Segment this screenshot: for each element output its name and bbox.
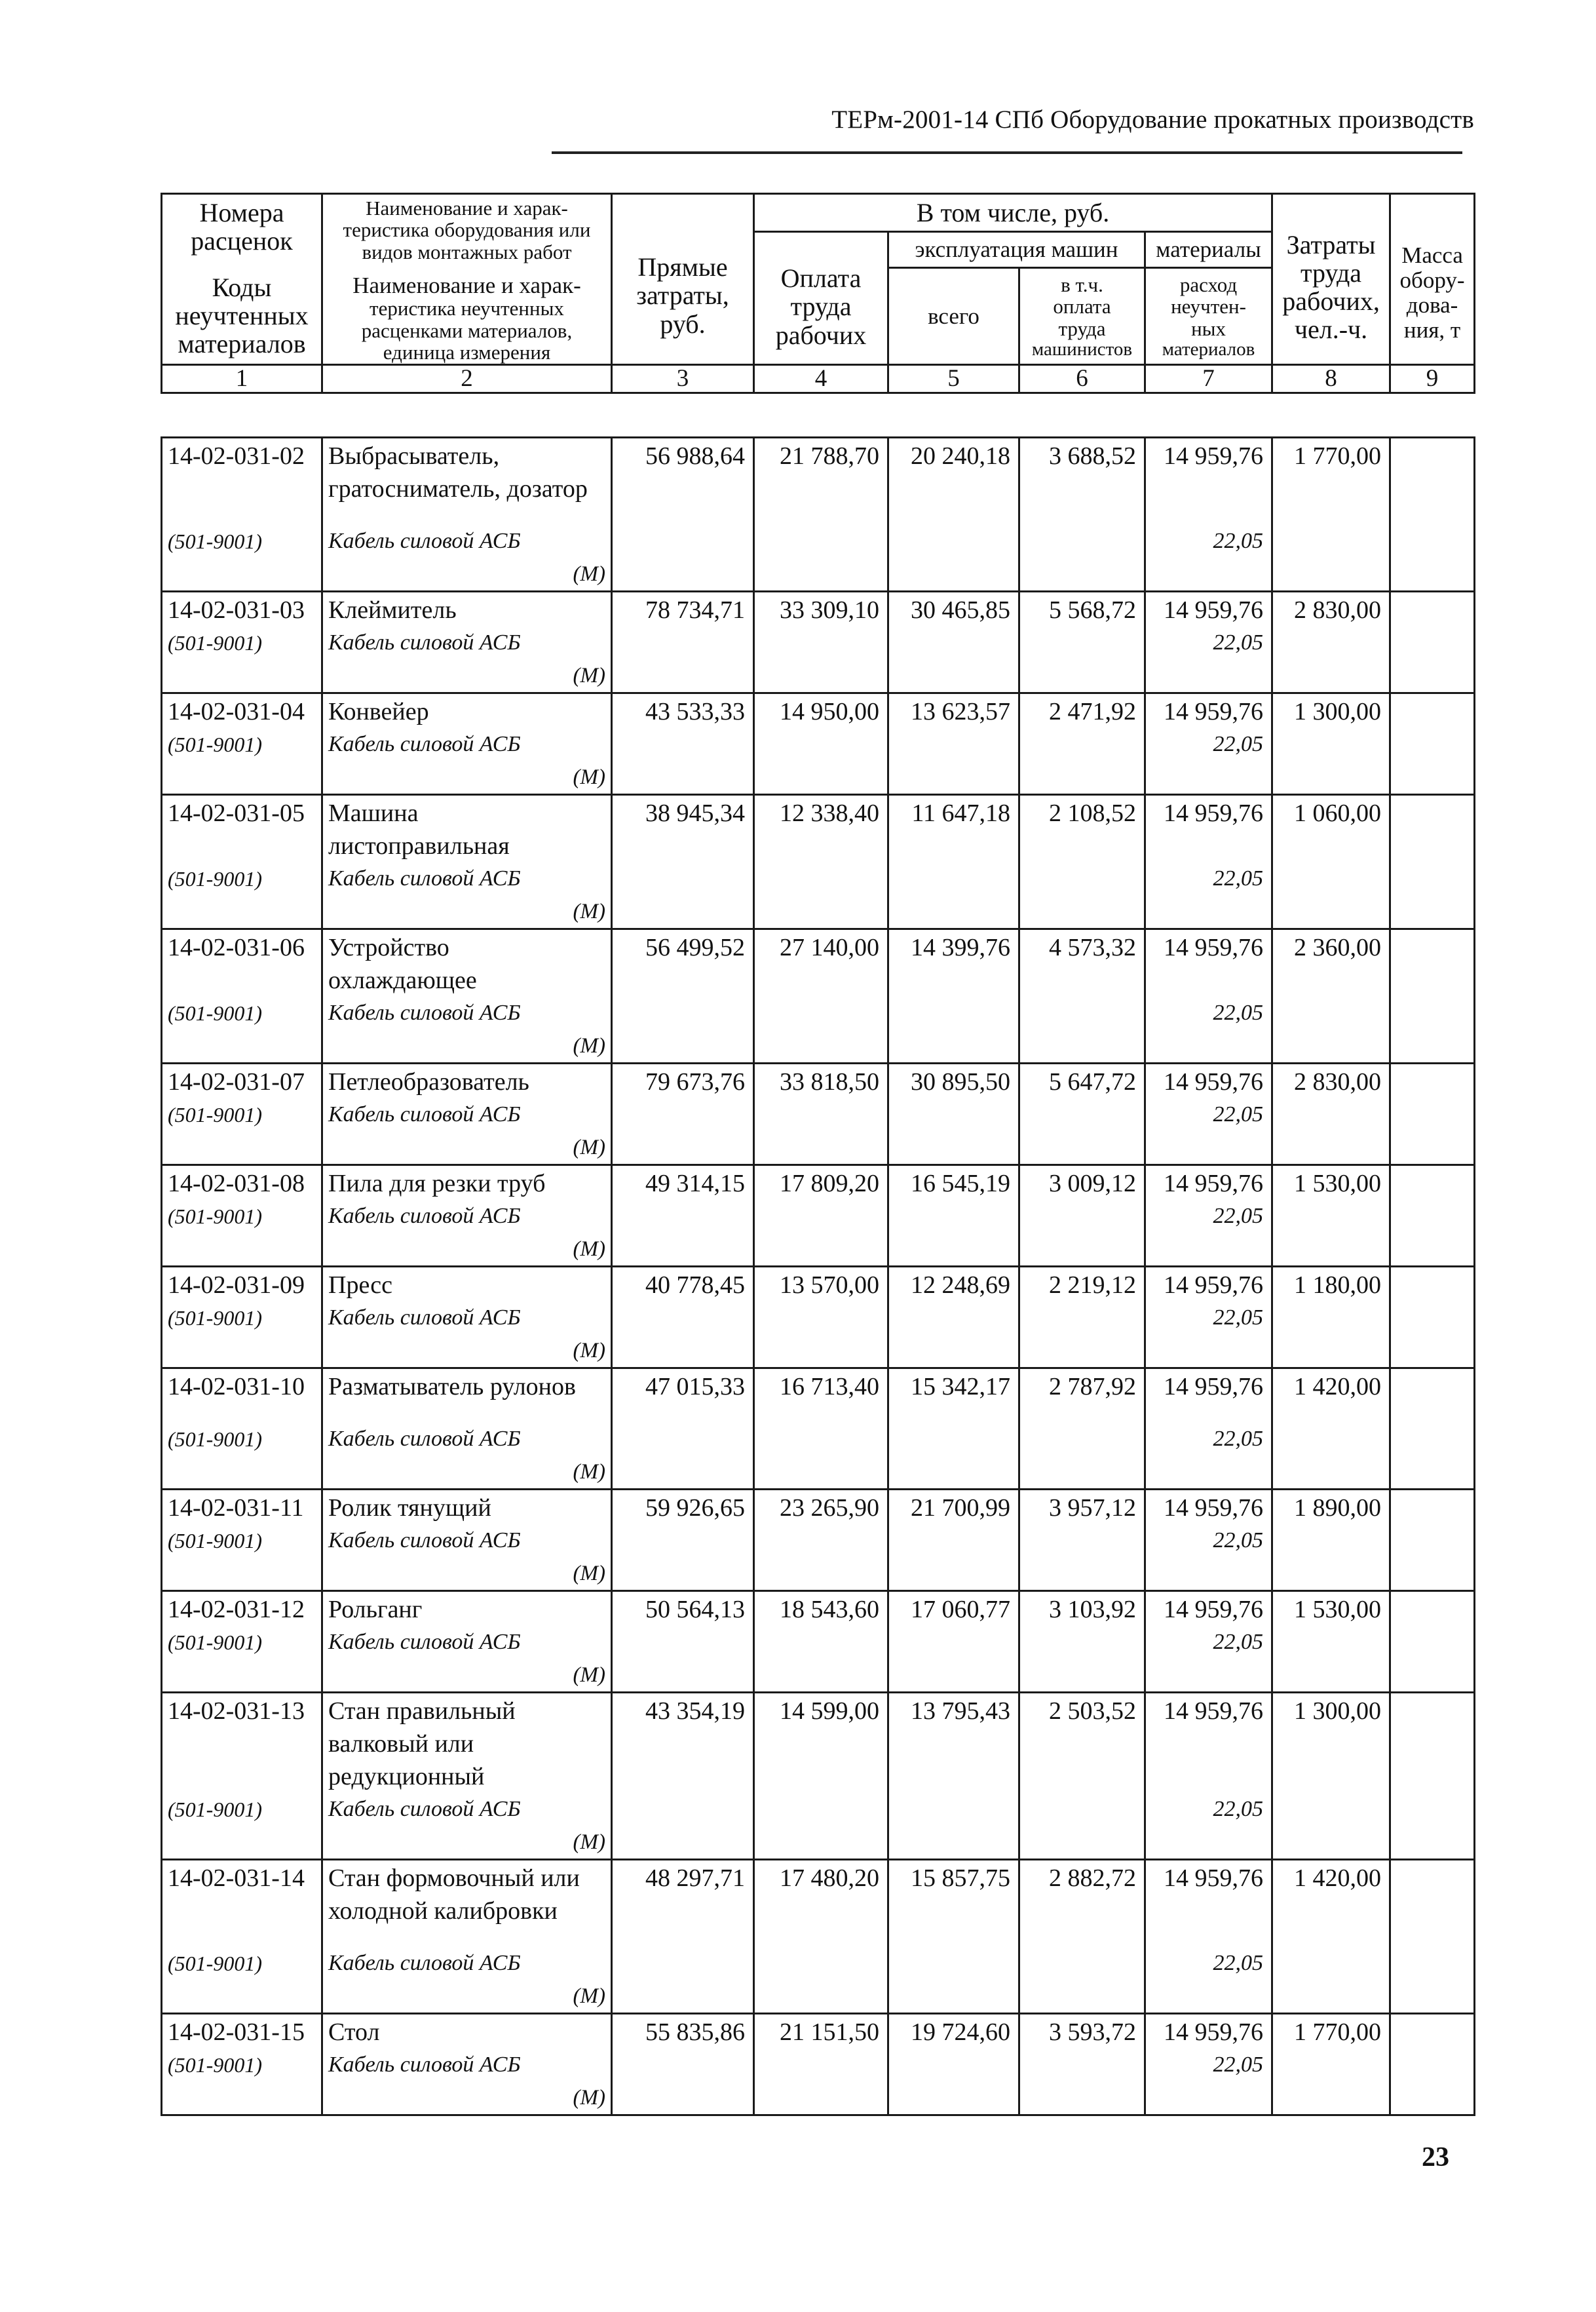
row-code: 14-02-031-06 [168, 934, 305, 961]
row-name-line: Ролик тянущий [328, 1494, 491, 1522]
table-row [162, 1064, 1475, 1165]
row-material-code: (501-9001) [168, 631, 262, 655]
row-code-cell [162, 1490, 322, 1591]
row-code: 14-02-031-12 [168, 1596, 305, 1623]
row-material-unit: (М) [573, 1663, 605, 1687]
table-row [162, 438, 1475, 592]
row-name-cell [322, 795, 612, 929]
table-row [162, 1267, 1475, 1368]
row-labor-cost: 21 788,70 [754, 438, 888, 592]
row-code: 14-02-031-02 [168, 442, 305, 470]
row-material-unit: (М) [573, 900, 605, 923]
row-direct-cost: 47 015,33 [612, 1368, 754, 1490]
row-material-code: (501-9001) [168, 1630, 262, 1654]
row-materials-cell [1145, 1368, 1272, 1490]
row-code: 14-02-031-13 [168, 1697, 305, 1725]
row-material-code: (501-9001) [168, 1529, 262, 1552]
row-name-line: холодной калибровки [328, 1897, 558, 1925]
row-materials-cost: 14 959,76 [1164, 800, 1263, 827]
row-code-cell [162, 438, 322, 592]
row-labor-cost: 33 309,10 [754, 592, 888, 693]
row-material-unit: (М) [573, 765, 605, 789]
row-labor-hours: 1 060,00 [1272, 795, 1390, 929]
row-materials-cell [1145, 592, 1272, 693]
row-labor-cost: 18 543,60 [754, 1591, 888, 1693]
row-material-qty: 22,05 [1213, 1102, 1263, 1127]
row-material-code: (501-9001) [168, 1427, 262, 1451]
row-mass [1390, 795, 1475, 929]
row-name-cell [322, 1490, 612, 1591]
row-material-code: (501-9001) [168, 1952, 262, 1975]
table-row [162, 1693, 1475, 1860]
row-name-line: Стол [328, 2018, 380, 2046]
row-direct-cost: 38 945,34 [612, 795, 754, 929]
row-direct-cost: 59 926,65 [612, 1490, 754, 1591]
row-mass [1390, 1591, 1475, 1693]
row-materials-cost: 14 959,76 [1164, 1864, 1263, 1892]
table-row [162, 1490, 1475, 1591]
col-header-labor: Оплата труда рабочих [754, 232, 888, 365]
row-direct-cost: 43 533,33 [612, 693, 754, 795]
row-labor-hours: 1 180,00 [1272, 1267, 1390, 1368]
row-labor-cost: 12 338,40 [754, 795, 888, 929]
row-labor-cost: 21 151,50 [754, 2014, 888, 2115]
row-machines-cost: 15 342,17 [888, 1368, 1019, 1490]
row-operators-cost: 2 219,12 [1019, 1267, 1145, 1368]
row-materials-cost: 14 959,76 [1164, 2018, 1263, 2046]
row-material-unit: (М) [573, 2086, 605, 2110]
row-name-cell [322, 1267, 612, 1368]
row-labor-hours: 1 530,00 [1272, 1591, 1390, 1693]
row-material-name: Кабель силовой АСБ [328, 1630, 521, 1654]
row-mass [1390, 438, 1475, 592]
row-material-unit: (М) [573, 562, 605, 586]
row-mass [1390, 1860, 1475, 2014]
row-material-qty: 22,05 [1213, 630, 1263, 655]
page-number: 23 [1422, 2142, 1449, 2172]
row-labor-cost: 13 570,00 [754, 1267, 888, 1368]
row-code-cell [162, 1860, 322, 2014]
row-material-code: (501-9001) [168, 1204, 262, 1228]
row-mass [1390, 592, 1475, 693]
row-direct-cost: 79 673,76 [612, 1064, 754, 1165]
row-machines-cost: 19 724,60 [888, 2014, 1019, 2115]
row-name-cell [322, 1591, 612, 1693]
row-material-code: (501-9001) [168, 530, 262, 553]
row-code-cell [162, 693, 322, 795]
row-machines-cost: 13 795,43 [888, 1693, 1019, 1860]
row-materials-cell [1145, 1064, 1272, 1165]
row-name-line: Стан формовочный или [328, 1864, 580, 1892]
row-operators-cost: 3 593,72 [1019, 2014, 1145, 2115]
row-name-cell [322, 1165, 612, 1267]
row-direct-cost: 40 778,45 [612, 1267, 754, 1368]
col-header-materials: расход неучтен- ных материалов [1145, 268, 1272, 365]
row-name-line: Петлеобразователь [328, 1068, 529, 1096]
row-mass [1390, 929, 1475, 1064]
row-materials-cell [1145, 438, 1272, 592]
header-rule [552, 151, 1462, 154]
row-materials-cost: 14 959,76 [1164, 1494, 1263, 1522]
row-materials-cost: 14 959,76 [1164, 1697, 1263, 1725]
row-code: 14-02-031-04 [168, 698, 305, 725]
row-material-name: Кабель силовой АСБ [328, 1797, 521, 1821]
row-operators-cost: 3 957,12 [1019, 1490, 1145, 1591]
row-labor-hours: 1 420,00 [1272, 1860, 1390, 2014]
row-name-line: Клеймитель [328, 596, 457, 624]
row-machines-cost: 20 240,18 [888, 438, 1019, 592]
row-name-line: Пила для резки труб [328, 1170, 546, 1197]
col-number: 5 [888, 365, 1019, 393]
row-mass [1390, 1490, 1475, 1591]
row-material-qty: 22,05 [1213, 1427, 1263, 1451]
row-material-unit: (М) [573, 1034, 605, 1058]
row-code-cell [162, 1591, 322, 1693]
row-code: 14-02-031-15 [168, 2018, 305, 2046]
row-material-qty: 22,05 [1213, 1528, 1263, 1552]
row-material-qty: 22,05 [1213, 1797, 1263, 1821]
row-material-name: Кабель силовой АСБ [328, 866, 521, 891]
row-material-name: Кабель силовой АСБ [328, 1001, 521, 1025]
row-code-cell [162, 1693, 322, 1860]
row-mass [1390, 1693, 1475, 1860]
row-materials-cell [1145, 795, 1272, 929]
row-material-code: (501-9001) [168, 867, 262, 891]
row-operators-cost: 5 647,72 [1019, 1064, 1145, 1165]
row-operators-cost: 2 471,92 [1019, 693, 1145, 795]
row-mass [1390, 693, 1475, 795]
row-machines-cost: 30 465,85 [888, 592, 1019, 693]
row-material-unit: (М) [573, 1984, 605, 2008]
table-row [162, 1591, 1475, 1693]
col-header-group: В том числе, руб. [754, 194, 1272, 232]
row-code-cell [162, 1368, 322, 1490]
row-material-qty: 22,05 [1213, 1951, 1263, 1975]
table-row [162, 1860, 1475, 2014]
row-machines-cost: 17 060,77 [888, 1591, 1019, 1693]
row-labor-hours: 2 360,00 [1272, 929, 1390, 1064]
row-material-unit: (М) [573, 1460, 605, 1484]
row-labor-cost: 17 809,20 [754, 1165, 888, 1267]
col-number: 4 [754, 365, 888, 393]
row-materials-cost: 14 959,76 [1164, 596, 1263, 624]
row-code-cell [162, 592, 322, 693]
row-material-qty: 22,05 [1213, 2052, 1263, 2077]
row-name-cell [322, 929, 612, 1064]
row-material-name: Кабель силовой АСБ [328, 529, 521, 553]
row-materials-cell [1145, 929, 1272, 1064]
row-labor-hours: 1 420,00 [1272, 1368, 1390, 1490]
col-number: 7 [1145, 365, 1272, 393]
row-mass [1390, 1064, 1475, 1165]
row-labor-hours: 1 530,00 [1272, 1165, 1390, 1267]
row-materials-cost: 14 959,76 [1164, 1170, 1263, 1197]
row-code: 14-02-031-14 [168, 1864, 305, 1892]
row-name-line: Рольганг [328, 1596, 423, 1623]
row-code-cell [162, 795, 322, 929]
row-material-code: (501-9001) [168, 1798, 262, 1821]
row-materials-cell [1145, 2014, 1272, 2115]
row-machines-cost: 11 647,18 [888, 795, 1019, 929]
table-row [162, 592, 1475, 693]
row-labor-cost: 14 599,00 [754, 1693, 888, 1860]
table-row [162, 795, 1475, 929]
row-code-cell [162, 1064, 322, 1165]
row-material-code: (501-9001) [168, 1103, 262, 1127]
row-material-code: (501-9001) [168, 1001, 262, 1025]
row-code: 14-02-031-08 [168, 1170, 305, 1197]
row-direct-cost: 56 988,64 [612, 438, 754, 592]
row-name-cell [322, 438, 612, 592]
row-name-cell [322, 2014, 612, 2115]
row-code-cell [162, 929, 322, 1064]
row-materials-cost: 14 959,76 [1164, 1596, 1263, 1623]
row-operators-cost: 2 503,52 [1019, 1693, 1145, 1860]
col-header-materials-group: материалы [1145, 232, 1272, 268]
row-material-name: Кабель силовой АСБ [328, 1204, 521, 1228]
row-labor-hours: 1 300,00 [1272, 693, 1390, 795]
col-header-direct: Прямые затраты, руб. [612, 194, 754, 365]
row-name-line: охлаждающее [328, 967, 477, 994]
row-direct-cost: 43 354,19 [612, 1693, 754, 1860]
row-code: 14-02-031-11 [168, 1494, 304, 1522]
row-material-unit: (М) [573, 1830, 605, 1854]
row-labor-hours: 1 890,00 [1272, 1490, 1390, 1591]
row-name-line: Выбрасыватель, [328, 442, 500, 470]
row-material-qty: 22,05 [1213, 1305, 1263, 1330]
row-labor-cost: 17 480,20 [754, 1860, 888, 2014]
col-number: 2 [322, 365, 612, 393]
row-materials-cell [1145, 1165, 1272, 1267]
row-machines-cost: 21 700,99 [888, 1490, 1019, 1591]
row-mass [1390, 1165, 1475, 1267]
table-row [162, 2014, 1475, 2115]
col-number: 8 [1272, 365, 1390, 393]
running-header: ТЕРм-2001-14 СПб Оборудование прокатных производств [831, 106, 1474, 134]
row-machines-cost: 14 399,76 [888, 929, 1019, 1064]
row-labor-cost: 16 713,40 [754, 1368, 888, 1490]
row-material-unit: (М) [573, 1339, 605, 1362]
row-name-line: гратосниматель, дозатор [328, 475, 588, 503]
row-direct-cost: 78 734,71 [612, 592, 754, 693]
row-materials-cost: 14 959,76 [1164, 1068, 1263, 1096]
row-name-cell [322, 1064, 612, 1165]
row-material-name: Кабель силовой АСБ [328, 1528, 521, 1552]
col-header-machines-group: эксплуатация машин [888, 232, 1145, 268]
row-labor-hours: 2 830,00 [1272, 1064, 1390, 1165]
row-code: 14-02-031-07 [168, 1068, 305, 1096]
row-name-cell [322, 1693, 612, 1860]
row-material-qty: 22,05 [1213, 1204, 1263, 1228]
row-material-qty: 22,05 [1213, 866, 1263, 891]
row-material-qty: 22,05 [1213, 1630, 1263, 1654]
row-direct-cost: 49 314,15 [612, 1165, 754, 1267]
row-operators-cost: 3 009,12 [1019, 1165, 1145, 1267]
row-name-line: Стан правильный [328, 1697, 516, 1725]
row-materials-cell [1145, 1490, 1272, 1591]
table-row [162, 929, 1475, 1064]
row-machines-cost: 13 623,57 [888, 693, 1019, 795]
row-material-unit: (М) [573, 664, 605, 687]
row-operators-cost: 2 787,92 [1019, 1368, 1145, 1490]
row-labor-cost: 14 950,00 [754, 693, 888, 795]
row-material-unit: (М) [573, 1136, 605, 1159]
row-name-line: Разматыватель рулонов [328, 1373, 576, 1400]
row-name-line: листоправильная [328, 832, 510, 860]
row-machines-cost: 12 248,69 [888, 1267, 1019, 1368]
row-material-code: (501-9001) [168, 1306, 262, 1330]
col-header-name-top: Наименование и харак- теристика оборудования или видов монтажных работ [322, 194, 612, 273]
row-name-cell [322, 1860, 612, 2014]
row-mass [1390, 1368, 1475, 1490]
row-material-name: Кабель силовой АСБ [328, 2052, 521, 2077]
rates-table [161, 436, 1475, 2116]
col-header-name-bottom: Наименование и харак- теристика неучтенных расценками материалов, единица измерения [322, 273, 612, 365]
row-labor-cost: 23 265,90 [754, 1490, 888, 1591]
row-name-line: Машина [328, 800, 419, 827]
row-direct-cost: 55 835,86 [612, 2014, 754, 2115]
col-number: 9 [1390, 365, 1475, 393]
col-header-codes-bottom: Коды неучтенных материалов [162, 273, 322, 365]
row-machines-cost: 30 895,50 [888, 1064, 1019, 1165]
row-operators-cost: 4 573,32 [1019, 929, 1145, 1064]
row-material-qty: 22,05 [1213, 732, 1263, 756]
row-name-cell [322, 592, 612, 693]
row-material-code: (501-9001) [168, 733, 262, 756]
col-header-operators: в т.ч. оплата труда машинистов [1019, 268, 1145, 365]
row-code: 14-02-031-03 [168, 596, 305, 624]
row-materials-cell [1145, 1267, 1272, 1368]
row-name-line: редукционный [328, 1763, 485, 1790]
row-name-line: Конвейер [328, 698, 429, 725]
row-code: 14-02-031-09 [168, 1271, 305, 1299]
row-materials-cost: 14 959,76 [1164, 1373, 1263, 1400]
row-name-line: валковый или [328, 1730, 474, 1758]
col-header-machines-total: всего [888, 268, 1019, 365]
row-material-name: Кабель силовой АСБ [328, 1102, 521, 1127]
row-operators-cost: 3 103,92 [1019, 1591, 1145, 1693]
row-materials-cell [1145, 1693, 1272, 1860]
row-material-qty: 22,05 [1213, 529, 1263, 553]
table-row [162, 1368, 1475, 1490]
row-materials-cell [1145, 1860, 1272, 2014]
row-material-unit: (М) [573, 1237, 605, 1261]
column-header-table [161, 193, 1475, 394]
row-materials-cost: 14 959,76 [1164, 1271, 1263, 1299]
row-labor-cost: 27 140,00 [754, 929, 888, 1064]
row-code-cell [162, 1267, 322, 1368]
col-number: 6 [1019, 365, 1145, 393]
row-name-line: Устройство [328, 934, 449, 961]
row-material-name: Кабель силовой АСБ [328, 630, 521, 655]
row-operators-cost: 2 108,52 [1019, 795, 1145, 929]
row-name-line: Пресс [328, 1271, 392, 1299]
row-material-unit: (М) [573, 1562, 605, 1585]
row-materials-cost: 14 959,76 [1164, 934, 1263, 961]
row-material-name: Кабель силовой АСБ [328, 1305, 521, 1330]
row-material-code: (501-9001) [168, 2053, 262, 2077]
table-row [162, 693, 1475, 795]
row-material-name: Кабель силовой АСБ [328, 1951, 521, 1975]
col-number: 3 [612, 365, 754, 393]
col-header-mass: Масса обору- дова- ния, т [1390, 194, 1475, 365]
row-machines-cost: 16 545,19 [888, 1165, 1019, 1267]
row-labor-hours: 2 830,00 [1272, 592, 1390, 693]
row-material-name: Кабель силовой АСБ [328, 732, 521, 756]
row-code-cell [162, 2014, 322, 2115]
row-materials-cell [1145, 1591, 1272, 1693]
row-mass [1390, 2014, 1475, 2115]
row-materials-cost: 14 959,76 [1164, 698, 1263, 725]
row-labor-hours: 1 300,00 [1272, 1693, 1390, 1860]
row-labor-hours: 1 770,00 [1272, 2014, 1390, 2115]
row-code: 14-02-031-05 [168, 800, 305, 827]
row-code-cell [162, 1165, 322, 1267]
col-header-hours: Затраты труда рабочих, чел.-ч. [1272, 194, 1390, 365]
table-row [162, 1165, 1475, 1267]
row-code: 14-02-031-10 [168, 1373, 305, 1400]
row-materials-cost: 14 959,76 [1164, 442, 1263, 470]
row-direct-cost: 56 499,52 [612, 929, 754, 1064]
col-header-codes-top: Номера расценок [162, 194, 322, 273]
row-name-cell [322, 693, 612, 795]
row-operators-cost: 3 688,52 [1019, 438, 1145, 592]
row-operators-cost: 5 568,72 [1019, 592, 1145, 693]
row-labor-cost: 33 818,50 [754, 1064, 888, 1165]
row-operators-cost: 2 882,72 [1019, 1860, 1145, 2014]
row-materials-cell [1145, 693, 1272, 795]
row-direct-cost: 48 297,71 [612, 1860, 754, 2014]
col-number: 1 [162, 365, 322, 393]
row-name-cell [322, 1368, 612, 1490]
row-direct-cost: 50 564,13 [612, 1591, 754, 1693]
row-material-name: Кабель силовой АСБ [328, 1427, 521, 1451]
row-labor-hours: 1 770,00 [1272, 438, 1390, 592]
row-material-qty: 22,05 [1213, 1001, 1263, 1025]
row-mass [1390, 1267, 1475, 1368]
row-machines-cost: 15 857,75 [888, 1860, 1019, 2014]
